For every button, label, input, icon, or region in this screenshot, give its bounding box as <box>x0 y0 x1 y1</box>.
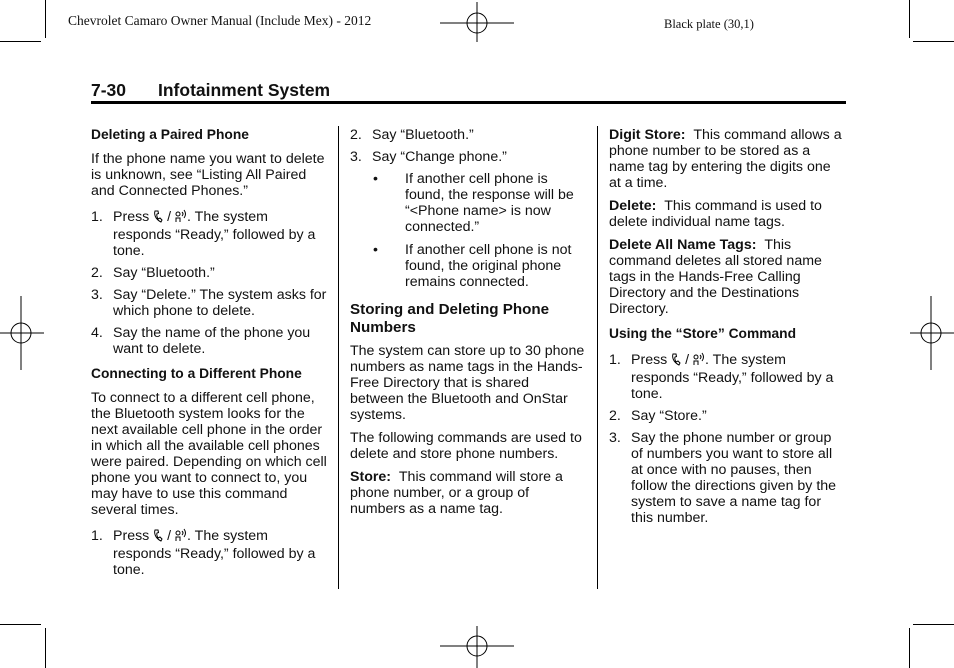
crop-mark <box>913 624 954 625</box>
list-item: 1. Press / . The system responds “Ready,” followed by a tone. <box>609 352 834 402</box>
column-1 <box>91 127 327 584</box>
paragraph: Digit Store: This command allows a phone number to be stored as a name tag by entering the digits one at a time. <box>609 127 842 191</box>
paragraph: Store: This command will store a phone number, or a group of numbers as a name tag. <box>350 469 563 517</box>
column-divider <box>597 126 598 589</box>
crop-mark <box>45 628 46 668</box>
voice-command-icon <box>175 528 187 546</box>
voice-command-icon <box>693 352 705 370</box>
registration-mark-icon <box>0 296 44 370</box>
section-number: 7-30 <box>91 80 127 100</box>
bullet-item: • If another cell phone is not found, the original phone remains connected. <box>373 242 572 290</box>
crop-mark <box>909 628 910 668</box>
manual-title: Chevrolet Camaro Owner Manual (Include Mex) - 2012 <box>68 13 372 28</box>
list-item: 3. Say “Change phone.” <box>350 149 507 165</box>
list-item: 3. Say “Delete.” The system asks for which phone to delete. <box>91 287 327 319</box>
paragraph: Delete All Name Tags: This command deletes all stored name tags in the Hands-Free Calling Directory and the Destinations Directory. <box>609 237 822 317</box>
list-item: 1. Press / . The system responds “Ready,” followed by a tone. <box>91 528 316 578</box>
paragraph: The following commands are used to delete and store phone numbers. <box>350 430 582 462</box>
list-item: 2. Say “Bluetooth.” <box>350 127 474 143</box>
paragraph: To connect to a different cell phone, the Bluetooth system looks for the next available cell phone in the order in which all the available cell phones were paired. Depending on which cell phone you want to connect to, you may have to use this command several times. <box>91 390 327 518</box>
voice-command-icon <box>175 209 187 227</box>
phone-icon <box>153 529 163 546</box>
list-item: 4. Say the name of the phone you want to delete. <box>91 325 311 357</box>
crop-mark <box>0 624 41 625</box>
crop-mark <box>45 0 46 38</box>
crop-mark <box>909 0 910 38</box>
paragraph: Delete: This command is used to delete individual name tags. <box>609 198 822 230</box>
subheading: Connecting to a Different Phone <box>91 366 302 381</box>
paragraph: If the phone name you want to delete is unknown, see “Listing All Paired and Connected Phones.” <box>91 151 325 199</box>
crop-mark <box>913 41 954 42</box>
bullet-item: • If another cell phone is found, the response will be “<Phone name> is now connected.” <box>373 171 574 235</box>
registration-mark-icon <box>440 626 514 668</box>
registration-mark-icon <box>910 296 954 370</box>
section-heading <box>91 80 330 101</box>
heading-rule <box>91 101 846 104</box>
registration-mark-icon <box>440 2 514 42</box>
crop-mark <box>0 41 41 42</box>
subheading: Using the “Store” Command <box>609 326 797 341</box>
list-item: 2. Say “Bluetooth.” <box>91 265 215 281</box>
phone-icon <box>153 210 163 227</box>
plate-label: Black plate (30,1) <box>664 17 754 31</box>
list-item: 3. Say the phone number or group of numbers you want to store all at once with no pauses, then follow the directions given by the system to save a name tag for this number. <box>609 430 837 526</box>
paragraph: The system can store up to 30 phone numbers as name tags in the Hands-Free Directory that is shared between the Bluetooth and OnStar systems. <box>350 343 585 423</box>
subheading: Storing and Deleting Phone Numbers <box>350 301 550 336</box>
column-2 <box>350 127 585 524</box>
section-title: Infotainment System <box>158 80 331 100</box>
list-item: 2. Say “Store.” <box>609 408 707 424</box>
list-item: 1. Press / . The system responds “Ready,” followed by a tone. <box>91 209 316 259</box>
phone-icon <box>671 353 681 370</box>
subheading: Deleting a Paired Phone <box>91 127 249 142</box>
column-3 <box>609 127 845 532</box>
column-divider <box>338 126 339 589</box>
